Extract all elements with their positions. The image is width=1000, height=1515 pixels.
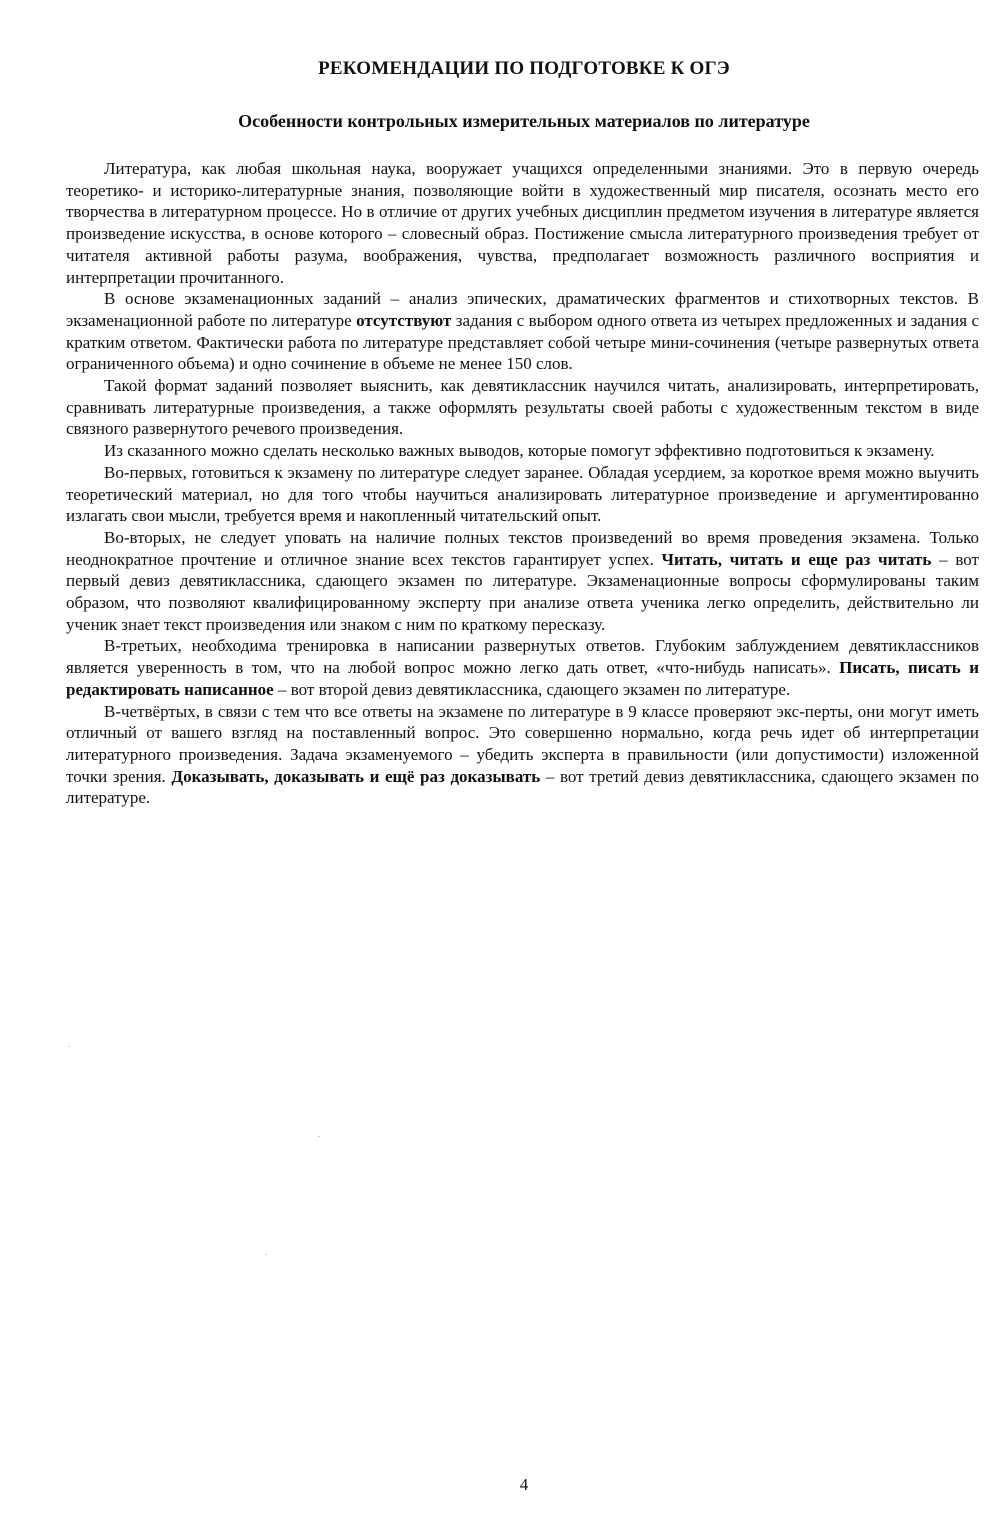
- paragraph-7-text: В-третьих, необходима тренировка в написании развернутых ответов. Глубоким заблуждением девятиклассников является уверенность в том, что на любой вопрос можно легко дать ответ, «что-нибудь написать».: [66, 636, 979, 678]
- paragraph-6-text-end: – вот первый девиз девятиклассника, сдающего экзамен по литературе. Экзаменационные вопросы сформулированы таким образом, что позволяют квалифицированному эксперту при анализе ответа ученика легко определить, действительно ли ученик знает текст произведения или знаком с ним по краткому пересказу.: [66, 549, 979, 634]
- paragraph-7: [66, 635, 979, 700]
- paragraph-5: Во-первых, готовиться к экзамену по литературе следует заранее. Обладая усердием, за короткое время можно выучить теоретический материал, но для того чтобы научиться анализировать литературное произведение и аргументированно излагать свои мысли, требуется время и накопленный читательский опыт.: [66, 462, 979, 526]
- paragraph-8-emphasis: Доказывать, доказывать и ещё раз доказывать: [171, 766, 541, 786]
- paragraph-8: [66, 701, 979, 810]
- paragraph-6-text: Во-вторых, не следует уповать на наличие полных текстов произведений во время проведения экзамена. Только неоднократное прочтение и отличное знание всех текстов гарантирует успех.: [66, 527, 979, 569]
- paragraph-8-text: В-четвёртых, в связи с тем что все ответы на экзамене по литературе в 9 классе проверяют экс-перты, они могут иметь отличный от вашего взгляд на поставленный вопрос. Это совершенно нормально, когда речь идет об интерпретации литературного произведения. Задача экзаменуемого – убедить эксперта в правильности (или допустимости) изложенной точки зрения.: [66, 701, 979, 786]
- scan-speck: [265, 1254, 267, 1255]
- paragraph-4: Из сказанного можно сделать несколько важных выводов, которые помогут эффективно подготовиться к экзамену.: [104, 441, 935, 461]
- paragraph-6-emphasis: Читать, читать и еще раз читать: [661, 549, 932, 569]
- paragraph-2-text: В основе экзаменационных заданий – анализ эпических, драматических фрагментов и стихотворных текстов. В экзаменационной работе по литературе: [66, 289, 979, 330]
- body-text: [66, 158, 979, 809]
- scan-speck: [318, 1136, 320, 1137]
- paragraph-3: Такой формат заданий позволяет выяснить, как девятиклассник научился читать, анализировать, интерпретировать, сравнивать литературные произведения, а также оформлять результаты своей работы с художественным текстом в виде связного развернутого речевого произведения.: [66, 376, 979, 439]
- paragraph-6: [66, 527, 979, 636]
- paragraph-2-text-end: задания с выбором одного ответа из четырех предложенных и задания с кратким ответом. Фактически работа по литературе представляет собой четыре мини-сочинения (четыре развернутых ответа ограниченного объема) и одно сочинение в объеме не менее 150 слов.: [66, 310, 979, 374]
- paragraph-1: Литература, как любая школьная наука, вооружает учащихся определенными знаниями. Это в первую очередь теоретико- и историко-литературные знания, позволяющие войти в художественный мир писателя, осознать место его творчества в литературном процессе. Но в отличие от других учебных дисциплин предметом изучения в литературе является произведение искусства, в основе которого – словесный образ. Постижение смысла литературного произведения требует от читателя активной работы разума, воображения, чувства, предполагает возможность различного восприятия и интерпретации прочитанного.: [66, 159, 979, 287]
- scan-speck: [68, 1046, 70, 1047]
- paragraph-2: [66, 288, 979, 375]
- page-number: 4: [519, 1475, 529, 1494]
- paragraph-7-emphasis: Писать, писать и редактировать написанное: [66, 658, 979, 699]
- section-subtitle: Особенности контрольных измерительных материалов по литературе: [238, 111, 810, 131]
- paragraph-2-emphasis: отсутствуют: [356, 310, 452, 330]
- paragraph-8-text-end: – вот третий девиз девятиклассника, сдающего экзамен по литературе.: [66, 766, 979, 808]
- page-title: РЕКОМЕНДАЦИИ ПО ПОДГОТОВКЕ К ОГЭ: [318, 58, 730, 79]
- paragraph-7-text-end: – вот второй девиз девятиклассника, сдающего экзамен по литературе.: [273, 679, 791, 699]
